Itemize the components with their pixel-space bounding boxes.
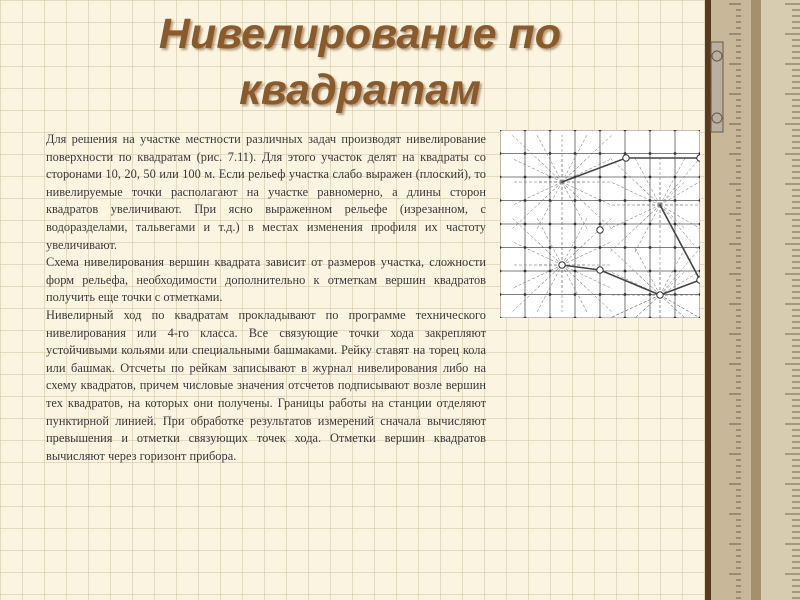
grid-vertex <box>599 246 602 249</box>
grid-vertex <box>524 152 527 155</box>
grid-vertex <box>500 199 501 202</box>
page-title: Нивелирование по квадратам <box>158 10 562 114</box>
sight-line <box>660 295 685 318</box>
grid-vertex <box>500 130 501 131</box>
grid-vertex <box>549 223 552 226</box>
grid-vertex <box>674 152 677 155</box>
grid-vertex <box>549 317 552 318</box>
sight-line <box>512 159 562 183</box>
sight-line <box>660 272 685 296</box>
grid-vertex <box>549 176 552 179</box>
grid-vertex <box>699 317 700 318</box>
sight-line <box>660 158 700 205</box>
grid-vertex <box>549 270 552 273</box>
sight-line <box>660 205 685 229</box>
sight-line <box>562 182 612 206</box>
sight-line <box>562 182 587 229</box>
grid-vertex <box>574 130 577 131</box>
grid-vertex <box>549 130 552 131</box>
grid-vertex <box>624 246 627 249</box>
grid-vertex <box>599 152 602 155</box>
grid-vertex <box>674 270 677 273</box>
sight-line <box>635 205 660 252</box>
sight-line <box>512 242 562 266</box>
sight-line <box>635 182 660 206</box>
sight-line <box>562 135 587 182</box>
grid-vertex <box>574 176 577 179</box>
grid-vertex <box>574 246 577 249</box>
grid-vertex <box>624 223 627 226</box>
square-leveling-diagram <box>500 130 700 318</box>
grid-vertex <box>699 223 700 226</box>
sight-line <box>635 295 660 318</box>
grid-vertex <box>574 270 577 273</box>
ruler-decoration <box>705 0 800 600</box>
sight-line <box>610 205 660 229</box>
sight-line <box>660 295 700 318</box>
grid-vertex <box>574 223 577 226</box>
station-marker <box>657 292 663 298</box>
grid-vertex <box>500 317 501 318</box>
grid-vertex <box>624 317 627 318</box>
grid-vertex <box>549 293 552 296</box>
grid-vertex <box>524 246 527 249</box>
station-marker <box>697 277 700 283</box>
sight-line <box>512 265 562 289</box>
grid-vertex <box>500 176 501 179</box>
grid-vertex <box>549 199 552 202</box>
grid-vertex <box>524 199 527 202</box>
grid-vertex <box>699 246 700 249</box>
grid-vertex <box>699 293 700 296</box>
grid-vertex <box>574 317 577 318</box>
sight-line <box>610 295 660 318</box>
grid-vertex <box>649 199 652 202</box>
grid-vertex <box>624 176 627 179</box>
grid-vertex <box>599 317 602 318</box>
grid-vertex <box>699 130 700 131</box>
ruler-clip <box>711 42 723 132</box>
grid-vertex <box>500 270 501 273</box>
grid-vertex <box>674 293 677 296</box>
grid-vertex <box>524 130 527 131</box>
grid-vertex <box>674 223 677 226</box>
grid-vertex <box>549 246 552 249</box>
sight-line <box>660 182 700 206</box>
sight-line <box>635 248 660 295</box>
station-marker <box>697 155 700 161</box>
grid-vertex <box>649 130 652 131</box>
sight-line <box>660 205 700 252</box>
grid-vertex <box>649 293 652 296</box>
sight-line <box>537 182 562 206</box>
grid-vertex <box>524 223 527 226</box>
sight-line <box>635 205 660 229</box>
grid-vertex <box>649 270 652 273</box>
grid-vertex <box>574 152 577 155</box>
grid-vertex <box>524 317 527 318</box>
grid-vertex <box>624 199 627 202</box>
sight-line <box>660 182 685 206</box>
station-marker <box>597 227 603 233</box>
grid-vertex <box>649 176 652 179</box>
sight-line <box>635 272 660 296</box>
sight-line <box>537 265 562 289</box>
grid-vertex <box>674 176 677 179</box>
grid-vertex <box>624 130 627 131</box>
grid-vertex <box>624 270 627 273</box>
grid-vertex <box>649 317 652 318</box>
grid-vertex <box>574 293 577 296</box>
grid-vertex <box>524 176 527 179</box>
sight-line <box>537 182 562 229</box>
sight-line <box>537 135 562 182</box>
grid-vertex <box>500 293 501 296</box>
grid-vertex <box>674 199 677 202</box>
grid-vertex <box>674 130 677 131</box>
sight-line <box>660 248 685 295</box>
grid-vertex <box>574 199 577 202</box>
sight-line <box>537 159 562 183</box>
paragraph: Для решения на участке местности различных задач производят нивелирование поверхности по квадратам (рис. 7.11). Для этого участок делят на квадраты со сторонами 10, 20, 50 или 100 м. Если рельеф участка слабо выражен (плоский), то нивелируемые точки располагают на участке равномерно, а длины сторон квадратов увеличивают. При ясно выраженном рельефе (изрезанном, с водоразделами, тальвегами и т.д.) в местах изменения профиля их частоту увеличивают. <box>46 132 486 252</box>
grid-vertex <box>599 176 602 179</box>
station-marker <box>623 155 629 161</box>
sight-line <box>562 242 612 266</box>
grid-vertex <box>524 293 527 296</box>
grid-vertex <box>500 152 501 155</box>
grid-vertex <box>599 199 602 202</box>
paragraph: Схема нивелирования вершин квадрата зависит от размеров участка, сложности форм рельефа, необходимости дополнительно к отметкам вершин квадратов получить еще точки с отметками. <box>46 255 486 305</box>
body-text <box>46 131 486 465</box>
paragraph: Нивелирный ход по квадратам прокладывают по программе технического нивелирования или 4-го класса. Все связующие точки хода закрепляют устойчивыми кольями или специальными башмаками. Рейку ставят на торец кола или башмак. Отсчеты по рейкам записывают в журнал нивелирования либо на схему квадратов, причем числовые значения отсчетов подписывают возле вершин тех квадратов, на которых они получены. Границы работы на станции отделяют пунктирной линией. При обработке результатов измерений сначала вычисляют превышения и отметки связующих точек хода. Отметки вершин квадратов вычисляют через горизонт прибора. <box>46 307 486 463</box>
grid-vertex <box>674 246 677 249</box>
grid-vertex <box>500 223 501 226</box>
grid-vertex <box>699 176 700 179</box>
station-marker <box>559 262 565 268</box>
grid-vertex <box>549 152 552 155</box>
grid-vertex <box>674 317 677 318</box>
grid-vertex <box>649 246 652 249</box>
level-route <box>562 158 700 295</box>
sight-line <box>635 158 660 205</box>
sight-line <box>537 242 562 266</box>
grid-vertex <box>500 246 501 249</box>
grid-vertex <box>524 270 527 273</box>
sight-line <box>610 182 660 206</box>
sight-line <box>512 182 562 206</box>
grid-vertex <box>624 293 627 296</box>
sight-line <box>660 272 700 296</box>
grid-vertex <box>699 199 700 202</box>
grid-vertex <box>599 223 602 226</box>
sight-line <box>660 158 685 205</box>
station-marker <box>597 267 603 273</box>
grid-vertex <box>599 293 602 296</box>
grid-vertex <box>649 223 652 226</box>
grid-vertex <box>599 130 602 131</box>
grid-vertex <box>649 152 652 155</box>
